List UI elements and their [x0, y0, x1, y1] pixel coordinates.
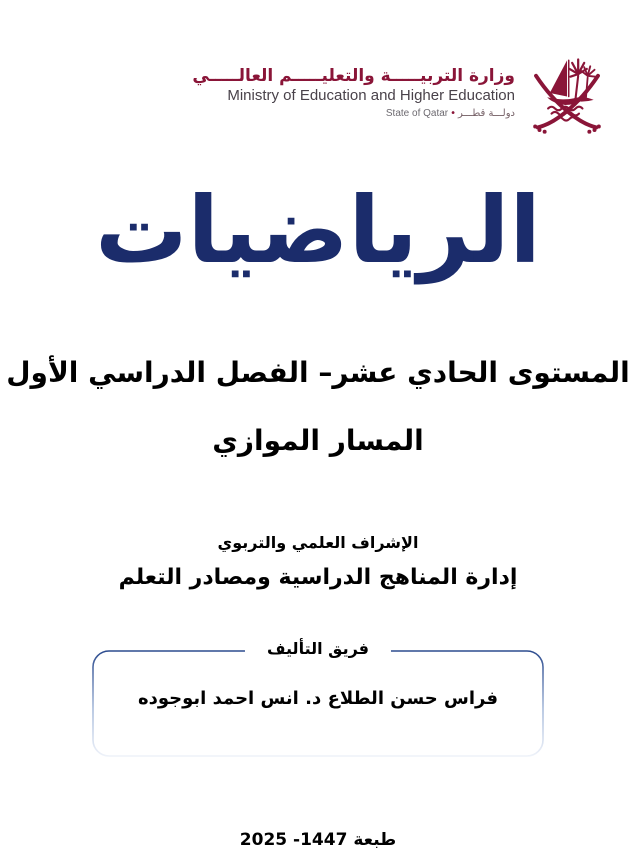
author-name-first: فراس حسن الطلاع — [327, 688, 498, 709]
team-box-title: فريق التأليف — [245, 639, 391, 658]
track-line: المسار الموازي — [212, 424, 424, 457]
separator-dot: • — [450, 107, 457, 119]
authors-row — [92, 688, 544, 709]
ministry-name-arabic: وزارة التربيـــــة والتعليـــــم العالـــــي — [192, 65, 515, 86]
state-english: State of Qatar — [385, 107, 449, 119]
level-semester-line: المستوى الحادي عشر– الفصل الدراسي الأول — [6, 356, 630, 389]
book-title: الرياضيات — [95, 177, 541, 284]
qatar-emblem-icon — [524, 50, 610, 136]
edition-line: طبعة 1447- 2025 — [239, 830, 397, 850]
author-name-second: د. انس احمد ابوجوده — [138, 688, 322, 709]
state-of-qatar-line — [192, 106, 515, 121]
supervision-department: إدارة المناهج الدراسية ومصادر التعلم — [118, 565, 518, 590]
ministry-name-english: Ministry of Education and Higher Education — [227, 86, 515, 104]
state-arabic: دولـــة قطـــر — [458, 107, 515, 119]
ministry-header — [192, 50, 610, 136]
authoring-team-box — [92, 639, 544, 757]
ministry-text-block — [192, 66, 515, 121]
supervision-heading: الإشراف العلمي والتربوي — [217, 533, 419, 552]
